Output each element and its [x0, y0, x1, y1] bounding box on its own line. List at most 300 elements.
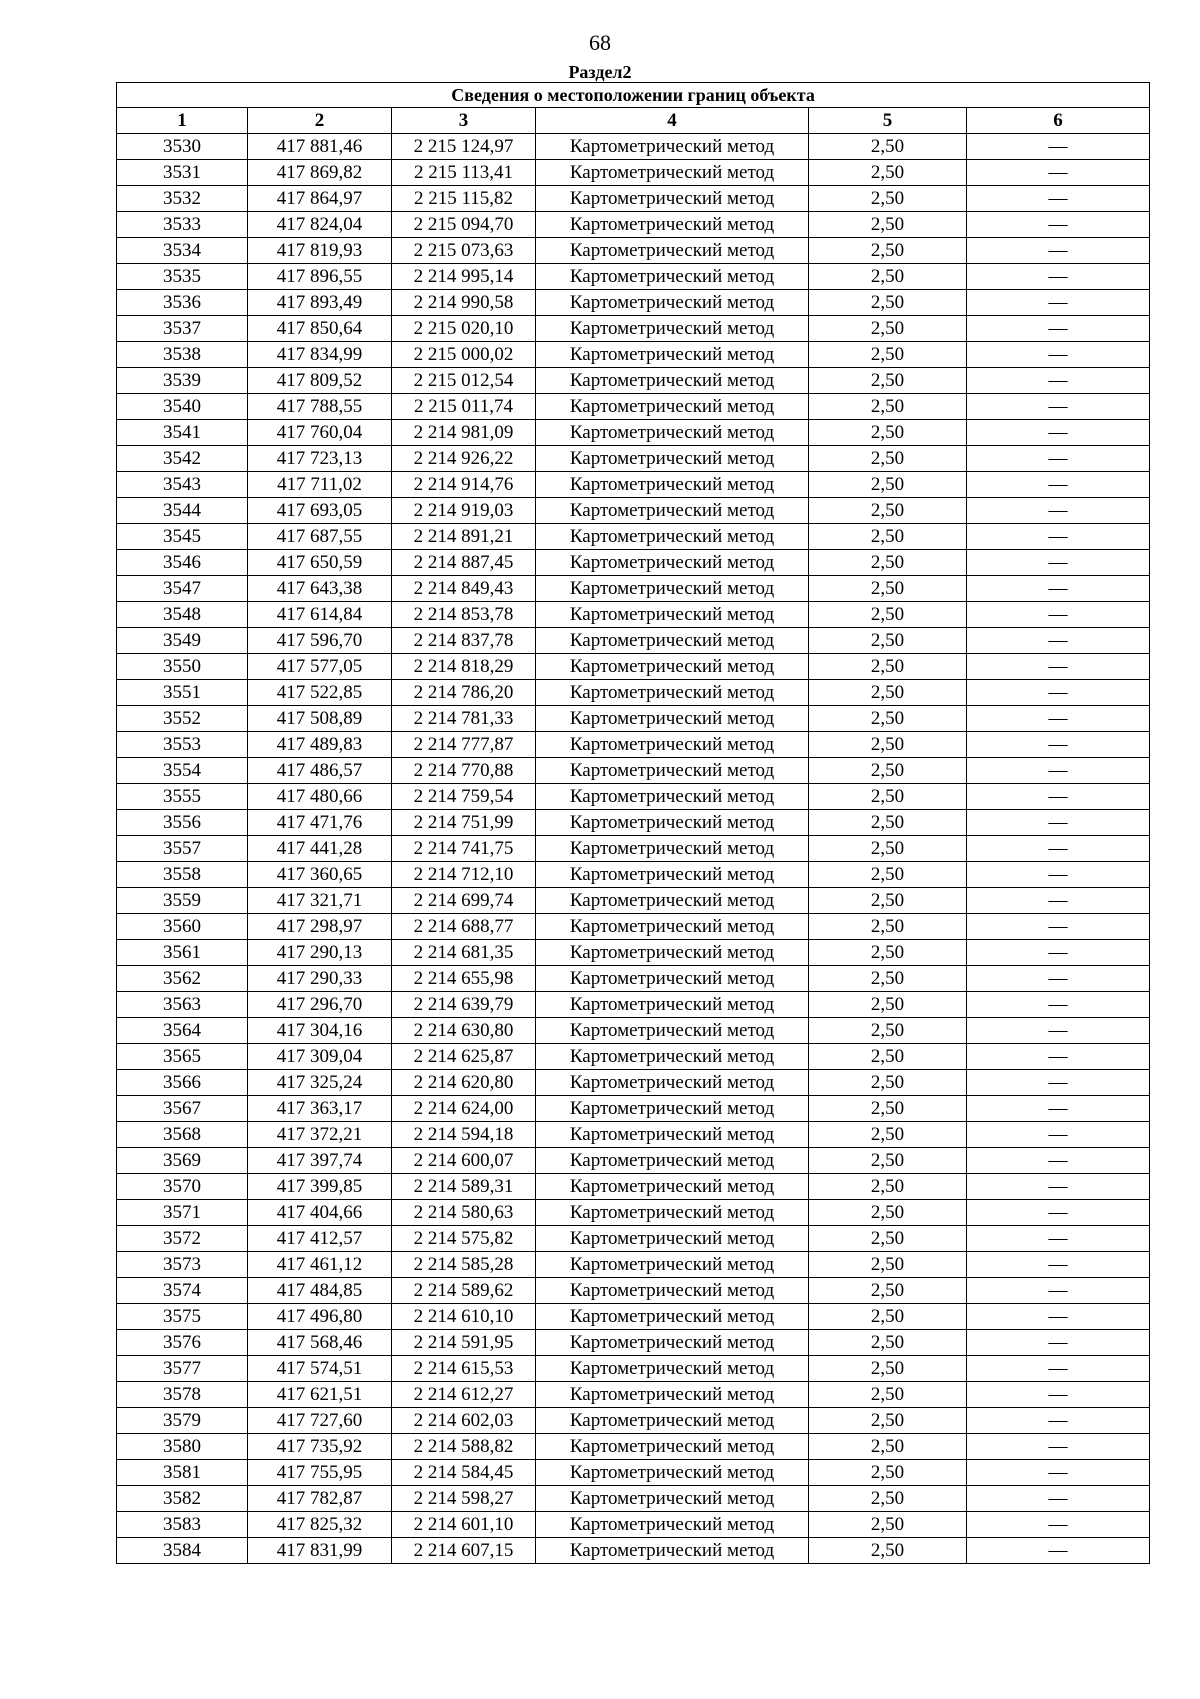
cell-note: — — [967, 368, 1150, 394]
cell-point-number: 3559 — [117, 888, 248, 914]
cell-point-number: 3543 — [117, 472, 248, 498]
cell-note: — — [967, 1200, 1150, 1226]
cell-point-number: 3548 — [117, 602, 248, 628]
cell-point-number: 3552 — [117, 706, 248, 732]
cell-accuracy: 2,50 — [809, 810, 967, 836]
cell-method: Картометрический метод — [536, 498, 809, 524]
cell-coord-y: 2 214 781,33 — [392, 706, 536, 732]
column-header-2: 2 — [248, 108, 392, 134]
cell-note: — — [967, 888, 1150, 914]
cell-coord-y: 2 214 919,03 — [392, 498, 536, 524]
cell-method: Картометрический метод — [536, 1070, 809, 1096]
cell-accuracy: 2,50 — [809, 498, 967, 524]
cell-coord-y: 2 215 073,63 — [392, 238, 536, 264]
cell-method: Картометрический метод — [536, 758, 809, 784]
cell-note: — — [967, 1148, 1150, 1174]
cell-coord-y: 2 214 610,10 — [392, 1304, 536, 1330]
cell-accuracy: 2,50 — [809, 1252, 967, 1278]
cell-accuracy: 2,50 — [809, 1330, 967, 1356]
cell-point-number: 3580 — [117, 1434, 248, 1460]
cell-method: Картометрический метод — [536, 1096, 809, 1122]
cell-point-number: 3569 — [117, 1148, 248, 1174]
cell-note: — — [967, 290, 1150, 316]
cell-note: — — [967, 914, 1150, 940]
cell-method: Картометрический метод — [536, 602, 809, 628]
cell-accuracy: 2,50 — [809, 394, 967, 420]
cell-coord-x: 417 650,59 — [248, 550, 392, 576]
cell-method: Картометрический метод — [536, 1148, 809, 1174]
cell-coord-x: 417 896,55 — [248, 264, 392, 290]
cell-point-number: 3530 — [117, 134, 248, 160]
cell-note: — — [967, 1018, 1150, 1044]
cell-coord-x: 417 296,70 — [248, 992, 392, 1018]
table-row — [117, 1148, 1150, 1174]
cell-method: Картометрический метод — [536, 1200, 809, 1226]
cell-coord-y: 2 214 891,21 — [392, 524, 536, 550]
cell-method: Картометрический метод — [536, 1382, 809, 1408]
table-row — [117, 368, 1150, 394]
cell-coord-x: 417 574,51 — [248, 1356, 392, 1382]
cell-coord-y: 2 214 887,45 — [392, 550, 536, 576]
cell-coord-y: 2 214 602,03 — [392, 1408, 536, 1434]
table-row — [117, 992, 1150, 1018]
cell-method: Картометрический метод — [536, 680, 809, 706]
table-row — [117, 238, 1150, 264]
cell-coord-y: 2 214 594,18 — [392, 1122, 536, 1148]
cell-accuracy: 2,50 — [809, 134, 967, 160]
cell-coord-x: 417 693,05 — [248, 498, 392, 524]
cell-accuracy: 2,50 — [809, 680, 967, 706]
table-row — [117, 1460, 1150, 1486]
cell-accuracy: 2,50 — [809, 446, 967, 472]
cell-coord-y: 2 214 639,79 — [392, 992, 536, 1018]
cell-note: — — [967, 264, 1150, 290]
cell-accuracy: 2,50 — [809, 1304, 967, 1330]
cell-accuracy: 2,50 — [809, 1200, 967, 1226]
table-row — [117, 446, 1150, 472]
cell-coord-x: 417 869,82 — [248, 160, 392, 186]
cell-coord-x: 417 834,99 — [248, 342, 392, 368]
cell-accuracy: 2,50 — [809, 524, 967, 550]
cell-coord-y: 2 214 615,53 — [392, 1356, 536, 1382]
cell-point-number: 3556 — [117, 810, 248, 836]
table-caption: Сведения о местоположении границ объекта — [117, 83, 1150, 108]
cell-method: Картометрический метод — [536, 186, 809, 212]
cell-coord-x: 417 290,33 — [248, 966, 392, 992]
table-row — [117, 914, 1150, 940]
cell-coord-x: 417 577,05 — [248, 654, 392, 680]
cell-point-number: 3568 — [117, 1122, 248, 1148]
cell-note: — — [967, 1044, 1150, 1070]
cell-point-number: 3554 — [117, 758, 248, 784]
cell-point-number: 3563 — [117, 992, 248, 1018]
cell-coord-x: 417 893,49 — [248, 290, 392, 316]
cell-point-number: 3560 — [117, 914, 248, 940]
cell-coord-x: 417 711,02 — [248, 472, 392, 498]
cell-method: Картометрический метод — [536, 992, 809, 1018]
page-number: 68 — [589, 30, 611, 55]
cell-coord-x: 417 461,12 — [248, 1252, 392, 1278]
cell-point-number: 3540 — [117, 394, 248, 420]
cell-note: — — [967, 940, 1150, 966]
cell-method: Картометрический метод — [536, 1460, 809, 1486]
cell-accuracy: 2,50 — [809, 1382, 967, 1408]
cell-coord-x: 417 824,04 — [248, 212, 392, 238]
cell-point-number: 3573 — [117, 1252, 248, 1278]
cell-note: — — [967, 1460, 1150, 1486]
cell-method: Картометрический метод — [536, 446, 809, 472]
cell-point-number: 3584 — [117, 1538, 248, 1564]
cell-coord-x: 417 360,65 — [248, 862, 392, 888]
cell-coord-y: 2 214 589,62 — [392, 1278, 536, 1304]
cell-method: Картометрический метод — [536, 628, 809, 654]
cell-coord-y: 2 214 600,07 — [392, 1148, 536, 1174]
table-header-row — [117, 108, 1150, 134]
cell-note: — — [967, 784, 1150, 810]
cell-point-number: 3567 — [117, 1096, 248, 1122]
cell-note: — — [967, 498, 1150, 524]
cell-point-number: 3551 — [117, 680, 248, 706]
cell-coord-x: 417 782,87 — [248, 1486, 392, 1512]
cell-method: Картометрический метод — [536, 420, 809, 446]
cell-point-number: 3564 — [117, 1018, 248, 1044]
cell-point-number: 3571 — [117, 1200, 248, 1226]
table-row — [117, 706, 1150, 732]
cell-method: Картометрический метод — [536, 368, 809, 394]
table-row — [117, 1304, 1150, 1330]
cell-coord-x: 417 825,32 — [248, 1512, 392, 1538]
table-row — [117, 264, 1150, 290]
cell-accuracy: 2,50 — [809, 1278, 967, 1304]
table-row — [117, 1174, 1150, 1200]
cell-point-number: 3574 — [117, 1278, 248, 1304]
cell-accuracy: 2,50 — [809, 368, 967, 394]
cell-point-number: 3579 — [117, 1408, 248, 1434]
cell-coord-x: 417 596,70 — [248, 628, 392, 654]
cell-accuracy: 2,50 — [809, 732, 967, 758]
column-header-3: 3 — [392, 108, 536, 134]
table-row — [117, 1486, 1150, 1512]
cell-coord-y: 2 215 020,10 — [392, 316, 536, 342]
cell-method: Картометрический метод — [536, 1330, 809, 1356]
table-row — [117, 212, 1150, 238]
cell-coord-x: 417 484,85 — [248, 1278, 392, 1304]
table-row — [117, 1018, 1150, 1044]
table-row — [117, 1044, 1150, 1070]
cell-coord-y: 2 214 591,95 — [392, 1330, 536, 1356]
cell-coord-x: 417 496,80 — [248, 1304, 392, 1330]
cell-method: Картометрический метод — [536, 1356, 809, 1382]
table-row — [117, 810, 1150, 836]
table-row — [117, 524, 1150, 550]
table-row — [117, 628, 1150, 654]
cell-coord-y: 2 215 011,74 — [392, 394, 536, 420]
cell-coord-x: 417 404,66 — [248, 1200, 392, 1226]
cell-accuracy: 2,50 — [809, 966, 967, 992]
cell-accuracy: 2,50 — [809, 264, 967, 290]
cell-point-number: 3582 — [117, 1486, 248, 1512]
cell-coord-x: 417 325,24 — [248, 1070, 392, 1096]
cell-point-number: 3534 — [117, 238, 248, 264]
cell-point-number: 3546 — [117, 550, 248, 576]
cell-accuracy: 2,50 — [809, 1486, 967, 1512]
cell-note: — — [967, 680, 1150, 706]
table-row — [117, 836, 1150, 862]
cell-method: Картометрический метод — [536, 160, 809, 186]
section-title: Раздел2 — [568, 62, 632, 82]
cell-method: Картометрический метод — [536, 784, 809, 810]
cell-method: Картометрический метод — [536, 1486, 809, 1512]
cell-note: — — [967, 524, 1150, 550]
cell-note: — — [967, 1512, 1150, 1538]
cell-note: — — [967, 212, 1150, 238]
table-row — [117, 316, 1150, 342]
cell-note: — — [967, 160, 1150, 186]
cell-point-number: 3549 — [117, 628, 248, 654]
cell-method: Картометрический метод — [536, 1018, 809, 1044]
cell-note: — — [967, 420, 1150, 446]
cell-method: Картометрический метод — [536, 576, 809, 602]
cell-method: Картометрический метод — [536, 316, 809, 342]
cell-point-number: 3578 — [117, 1382, 248, 1408]
table-row — [117, 576, 1150, 602]
table-row — [117, 186, 1150, 212]
cell-method: Картометрический метод — [536, 264, 809, 290]
cell-point-number: 3533 — [117, 212, 248, 238]
cell-accuracy: 2,50 — [809, 316, 967, 342]
cell-coord-y: 2 214 607,15 — [392, 1538, 536, 1564]
cell-note: — — [967, 1122, 1150, 1148]
table-row — [117, 1122, 1150, 1148]
cell-coord-y: 2 214 786,20 — [392, 680, 536, 706]
column-header-6: 6 — [967, 108, 1150, 134]
cell-accuracy: 2,50 — [809, 1122, 967, 1148]
cell-coord-y: 2 214 699,74 — [392, 888, 536, 914]
cell-method: Картометрический метод — [536, 134, 809, 160]
cell-coord-x: 417 397,74 — [248, 1148, 392, 1174]
cell-point-number: 3570 — [117, 1174, 248, 1200]
table-row — [117, 1278, 1150, 1304]
cell-coord-y: 2 214 655,98 — [392, 966, 536, 992]
cell-accuracy: 2,50 — [809, 1434, 967, 1460]
cell-coord-x: 417 471,76 — [248, 810, 392, 836]
cell-accuracy: 2,50 — [809, 1148, 967, 1174]
cell-accuracy: 2,50 — [809, 888, 967, 914]
cell-method: Картометрический метод — [536, 290, 809, 316]
table-row — [117, 1356, 1150, 1382]
cell-note: — — [967, 1304, 1150, 1330]
cell-note: — — [967, 1408, 1150, 1434]
table-row — [117, 888, 1150, 914]
cell-coord-x: 417 643,38 — [248, 576, 392, 602]
cell-point-number: 3537 — [117, 316, 248, 342]
table-row — [117, 1512, 1150, 1538]
cell-coord-y: 2 214 589,31 — [392, 1174, 536, 1200]
table-row — [117, 1538, 1150, 1564]
cell-accuracy: 2,50 — [809, 1070, 967, 1096]
cell-coord-x: 417 486,57 — [248, 758, 392, 784]
cell-coord-y: 2 214 751,99 — [392, 810, 536, 836]
cell-accuracy: 2,50 — [809, 342, 967, 368]
cell-point-number: 3566 — [117, 1070, 248, 1096]
cell-note: — — [967, 1538, 1150, 1564]
cell-method: Картометрический метод — [536, 1226, 809, 1252]
table-row — [117, 680, 1150, 706]
cell-point-number: 3545 — [117, 524, 248, 550]
cell-coord-y: 2 214 981,09 — [392, 420, 536, 446]
cell-coord-x: 417 290,13 — [248, 940, 392, 966]
table-row — [117, 1252, 1150, 1278]
cell-coord-y: 2 215 000,02 — [392, 342, 536, 368]
cell-note: — — [967, 810, 1150, 836]
column-header-5: 5 — [809, 108, 967, 134]
cell-coord-x: 417 621,51 — [248, 1382, 392, 1408]
cell-coord-y: 2 214 598,27 — [392, 1486, 536, 1512]
table-row — [117, 498, 1150, 524]
cell-note: — — [967, 1278, 1150, 1304]
cell-coord-x: 417 522,85 — [248, 680, 392, 706]
cell-method: Картометрический метод — [536, 1174, 809, 1200]
cell-point-number: 3535 — [117, 264, 248, 290]
cell-coord-x: 417 687,55 — [248, 524, 392, 550]
cell-note: — — [967, 758, 1150, 784]
cell-point-number: 3544 — [117, 498, 248, 524]
cell-coord-y: 2 214 990,58 — [392, 290, 536, 316]
cell-note: — — [967, 1382, 1150, 1408]
cell-point-number: 3550 — [117, 654, 248, 680]
table-row — [117, 602, 1150, 628]
table-row — [117, 160, 1150, 186]
column-header-4: 4 — [536, 108, 809, 134]
cell-method: Картометрический метод — [536, 1122, 809, 1148]
cell-method: Картометрический метод — [536, 862, 809, 888]
table-row — [117, 290, 1150, 316]
cell-method: Картометрический метод — [536, 1304, 809, 1330]
cell-method: Картометрический метод — [536, 342, 809, 368]
cell-coord-y: 2 214 612,27 — [392, 1382, 536, 1408]
cell-accuracy: 2,50 — [809, 602, 967, 628]
cell-method: Картометрический метод — [536, 472, 809, 498]
cell-note: — — [967, 550, 1150, 576]
cell-coord-y: 2 214 914,76 — [392, 472, 536, 498]
cell-accuracy: 2,50 — [809, 1174, 967, 1200]
cell-accuracy: 2,50 — [809, 160, 967, 186]
cell-coord-y: 2 214 630,80 — [392, 1018, 536, 1044]
table-row — [117, 1382, 1150, 1408]
cell-coord-x: 417 568,46 — [248, 1330, 392, 1356]
cell-coord-x: 417 760,04 — [248, 420, 392, 446]
cell-note: — — [967, 1226, 1150, 1252]
cell-coord-y: 2 214 624,00 — [392, 1096, 536, 1122]
cell-coord-x: 417 809,52 — [248, 368, 392, 394]
cell-note: — — [967, 1330, 1150, 1356]
cell-method: Картометрический метод — [536, 836, 809, 862]
cell-coord-x: 417 304,16 — [248, 1018, 392, 1044]
cell-coord-y: 2 214 625,87 — [392, 1044, 536, 1070]
cell-accuracy: 2,50 — [809, 1512, 967, 1538]
table-caption-row — [117, 83, 1150, 108]
cell-point-number: 3565 — [117, 1044, 248, 1070]
cell-note: — — [967, 186, 1150, 212]
cell-accuracy: 2,50 — [809, 212, 967, 238]
cell-method: Картометрический метод — [536, 1252, 809, 1278]
cell-accuracy: 2,50 — [809, 706, 967, 732]
cell-note: — — [967, 1252, 1150, 1278]
cell-accuracy: 2,50 — [809, 836, 967, 862]
cell-accuracy: 2,50 — [809, 1096, 967, 1122]
cell-method: Картометрический метод — [536, 1434, 809, 1460]
cell-coord-y: 2 214 818,29 — [392, 654, 536, 680]
cell-accuracy: 2,50 — [809, 992, 967, 1018]
cell-point-number: 3576 — [117, 1330, 248, 1356]
cell-coord-y: 2 215 124,97 — [392, 134, 536, 160]
cell-coord-x: 417 831,99 — [248, 1538, 392, 1564]
cell-method: Картометрический метод — [536, 1278, 809, 1304]
cell-accuracy: 2,50 — [809, 472, 967, 498]
cell-note: — — [967, 1486, 1150, 1512]
cell-accuracy: 2,50 — [809, 238, 967, 264]
cell-note: — — [967, 238, 1150, 264]
cell-coord-y: 2 214 681,35 — [392, 940, 536, 966]
cell-coord-x: 417 881,46 — [248, 134, 392, 160]
cell-coord-y: 2 214 688,77 — [392, 914, 536, 940]
cell-point-number: 3542 — [117, 446, 248, 472]
cell-method: Картометрический метод — [536, 1408, 809, 1434]
cell-point-number: 3558 — [117, 862, 248, 888]
cell-method: Картометрический метод — [536, 732, 809, 758]
table-row — [117, 1096, 1150, 1122]
cell-coord-x: 417 363,17 — [248, 1096, 392, 1122]
cell-coord-y: 2 214 585,28 — [392, 1252, 536, 1278]
table-row — [117, 1226, 1150, 1252]
cell-point-number: 3531 — [117, 160, 248, 186]
table-body — [117, 134, 1150, 1564]
cell-accuracy: 2,50 — [809, 1538, 967, 1564]
table-row — [117, 758, 1150, 784]
cell-point-number: 3536 — [117, 290, 248, 316]
cell-coord-x: 417 298,97 — [248, 914, 392, 940]
cell-accuracy: 2,50 — [809, 420, 967, 446]
cell-note: — — [967, 342, 1150, 368]
cell-method: Картометрический метод — [536, 706, 809, 732]
table-row — [117, 1434, 1150, 1460]
cell-point-number: 3541 — [117, 420, 248, 446]
cell-coord-y: 2 214 575,82 — [392, 1226, 536, 1252]
cell-point-number: 3562 — [117, 966, 248, 992]
table-row — [117, 394, 1150, 420]
cell-accuracy: 2,50 — [809, 784, 967, 810]
cell-method: Картометрический метод — [536, 914, 809, 940]
cell-accuracy: 2,50 — [809, 1018, 967, 1044]
cell-note: — — [967, 966, 1150, 992]
cell-method: Картометрический метод — [536, 394, 809, 420]
cell-point-number: 3538 — [117, 342, 248, 368]
cell-coord-y: 2 215 115,82 — [392, 186, 536, 212]
cell-coord-x: 417 735,92 — [248, 1434, 392, 1460]
cell-coord-x: 417 480,66 — [248, 784, 392, 810]
cell-note: — — [967, 706, 1150, 732]
table-row — [117, 1408, 1150, 1434]
column-header-1: 1 — [117, 108, 248, 134]
cell-point-number: 3539 — [117, 368, 248, 394]
cell-coord-y: 2 215 012,54 — [392, 368, 536, 394]
cell-point-number: 3581 — [117, 1460, 248, 1486]
cell-note: — — [967, 576, 1150, 602]
cell-coord-y: 2 214 601,10 — [392, 1512, 536, 1538]
table-row — [117, 420, 1150, 446]
cell-method: Картометрический метод — [536, 1538, 809, 1564]
cell-coord-y: 2 214 849,43 — [392, 576, 536, 602]
